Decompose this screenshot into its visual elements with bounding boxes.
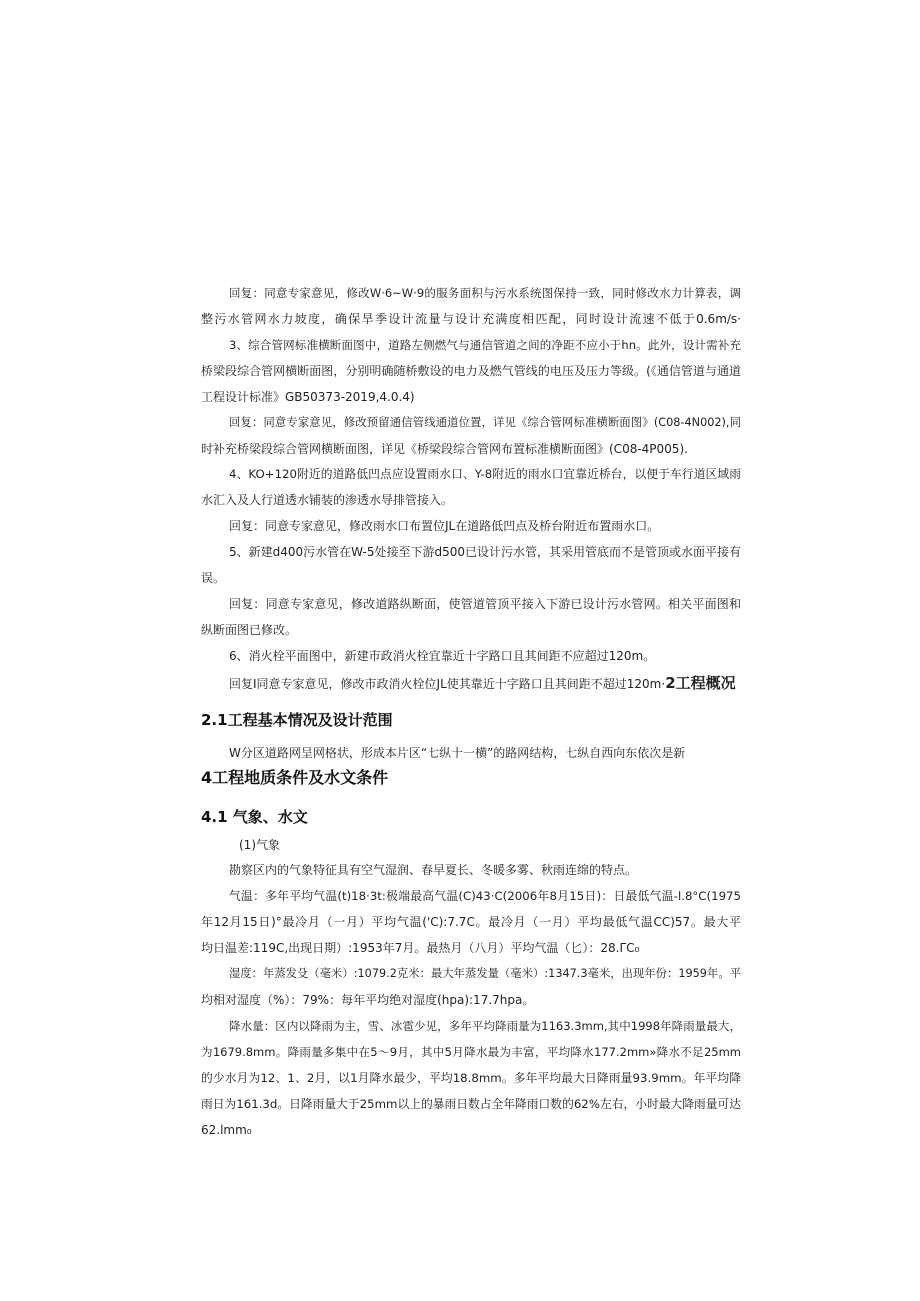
paragraph-line: 回复：同意专家意见，修改道路纵断面，使管道管顶平接入下游已设计污水管网。相关平面图和: [229, 597, 741, 611]
paragraph-line: 湿度：年蒸发殳（毫米）:1079.2克米：最大年蒸发量（毫米）:1347.3毫米，出现年份：1959年。平: [229, 967, 741, 980]
section-heading-4: 4工程地质条件及水文条件: [201, 768, 389, 787]
paragraph-line: 雨日为161.3d。日降雨量大于25mm以上的暴雨日数占全年降雨口数的62%左右，小时最大降雨量可达: [201, 1097, 741, 1111]
paragraph-line: 误。: [201, 571, 226, 585]
paragraph-line: 桥梁段综合管网横断面图，分别明确随桥敷设的电力及燃气管线的电压及压力等级。(《通信管道与通道: [201, 364, 741, 378]
reply-line-with-heading: [229, 674, 741, 693]
paragraph-line: 5、新建d400污水管在W-5处接至下游d500已设计污水管，其采用管底而不是管顶或水面平接有: [229, 545, 742, 559]
paragraph-line: 降水量：区内以降雨为主，雪、冰雹少见，多年平均降雨量为1163.3mm,其中1998年降雨量最大，: [229, 1019, 741, 1033]
paragraph-line: 为1679.8mm。降雨量多集中在5〜9月，其中5月降水最为丰富，平均降水177.2mm»降水不足25mm: [201, 1045, 741, 1059]
section-heading-4-1: 4.1 气象、水文: [201, 808, 308, 826]
paragraph-line: 3、综合管网标准横断面图中，道路左侧燃气与通信管道之间的净距不应小于hn。此外，设计需补充: [229, 338, 741, 352]
paragraph-line: 均相对湿度（%）：79%：每年平均绝对湿度(hpa):17.7hpa。: [201, 993, 535, 1007]
paragraph-line: 6、消火栓平面图中，新建市政消火栓宜靠近十字路口且其间距不应超过120m。: [229, 649, 656, 663]
paragraph-line: 纵断面图已修改。: [201, 623, 298, 637]
paragraph-line: W分区道路网呈网格状，形成本片区“七纵十一横”的路网结构，七纵自西向东依次是新: [229, 746, 686, 760]
paragraph-line: 时补充桥梁段综合管网横断面图，详见《桥梁段综合管网布置标准横断面图》(C08-4P005).: [201, 442, 688, 456]
paragraph-line: 回复：同意专家意见，修改预留通信管线通道位置，详见《综合管网标准横断面图》(C08-4N002),同: [229, 416, 741, 429]
paragraph-line: 均日温差:119C,出现日期）:1953年7月。最热月（八月）平均气温（匕）：28.ΓC₀: [201, 941, 640, 955]
reply-text: 回复I同意专家意见，修改市政消火栓位JL使其靠近十字路口且其间距不超过120m·: [229, 677, 666, 691]
paragraph-line: 工程设计标准》GB50373-2019,4.0.4): [201, 390, 415, 404]
paragraph-line: 勘察区内的气象特征具有空气湿润、春早夏长、冬暖多雾、秋雨连绵的特点。: [229, 863, 638, 877]
paragraph-line: 气温：多年平均气温(t)18·3t:极端最高气温(C)43·C(2006年8月15日)：日最低气温-l.8°C(1975: [229, 889, 741, 903]
subsection-label: (1)气象: [239, 838, 280, 852]
paragraph-line: 的少水月为12、1、2月，以1月降水最少，平均18.8mm。多年平均最大日降雨量93.9mm。年平均降: [201, 1071, 741, 1085]
paragraph-line: 回复：同意专家意见，修改W·6~W·9的服务面积与污水系统图保持一致，同时修改水力计算表，调: [229, 286, 741, 300]
paragraph-line: 4、KO+120附近的道路低凹点应设置雨水口、Y-8附近的雨水口宜靠近桥台，以便于车行道区域雨: [229, 467, 741, 481]
paragraph-line: 整污水管网水力坡度，确保旱季设计流量与设计充满度相匹配，同时设计流速不低于0.6m∕s·: [201, 312, 741, 326]
paragraph-line: 回复：同意专家意见，修改雨水口布置位JL在道路低凹点及桥台附近布置雨水口。: [229, 519, 660, 533]
paragraph-line: 水汇入及人行道透水铺装的渗透水导排管接入。: [201, 493, 454, 507]
section-heading-2: 2工程概况: [665, 674, 736, 692]
section-heading-2-1: 2.1工程基本情况及设计范围: [201, 711, 393, 729]
paragraph-line: 62.lmm₀: [201, 1123, 252, 1137]
paragraph-line: 年12月15日)°最冷月（一月）平均气温('C):7.7C。最冷月（一月）平均最低气温CC)57。最大平: [201, 915, 741, 929]
